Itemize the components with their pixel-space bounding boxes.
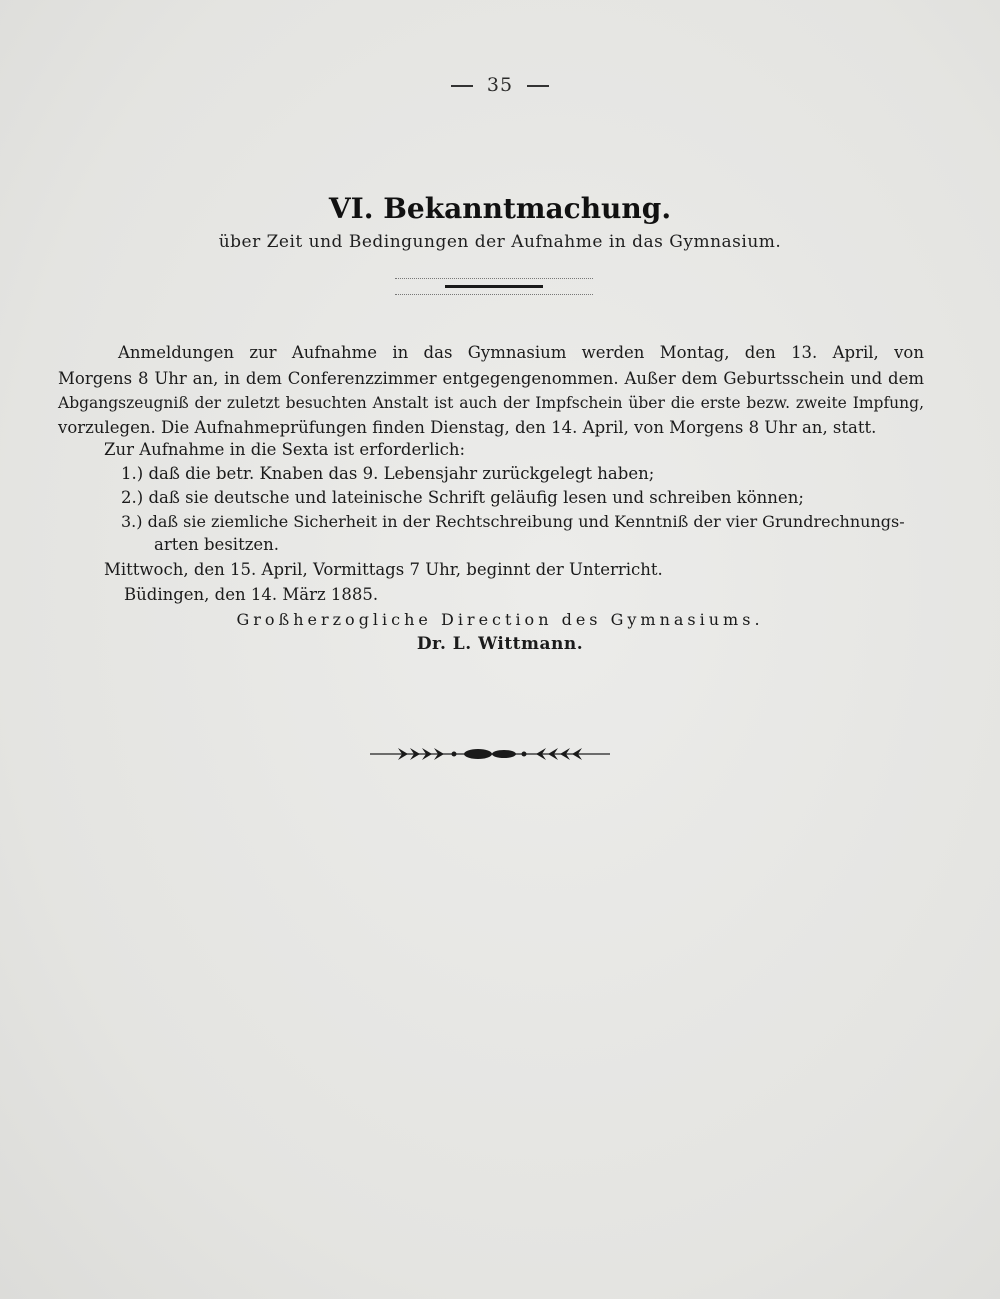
start-notice: Mittwoch, den 15. April, Vormittags 7 Uhr, beginnt der Unterricht. — [104, 560, 663, 579]
page-number — [0, 74, 1000, 96]
requirement-item-2 — [121, 488, 987, 507]
page-number-dash-left — [451, 85, 473, 87]
requirement-item-3-continuation: arten besitzen. — [154, 535, 280, 554]
paragraph-line-2: Morgens 8 Uhr an, in dem Conferenzzimmer entgegengenommen. Außer dem Geburtsschein und dem — [58, 369, 924, 388]
requirement-text: daß sie deutsche und lateinische Schrift geläufig lesen und schreiben können; — [148, 488, 804, 507]
section-subtitle: über Zeit und Bedingungen der Aufnahme in das Gymnasium. — [218, 232, 782, 252]
section-title: VI. Bekanntmachung. — [328, 192, 672, 225]
requirement-number: 3.) — [121, 512, 143, 531]
paragraph-line-1: Anmeldungen zur Aufnahme in das Gymnasium werden Montag, den 13. April, von — [118, 343, 924, 362]
requirement-text: daß die betr. Knaben das 9. Lebensjahr zurückgelegt haben; — [148, 464, 655, 483]
place-date: Büdingen, den 14. März 1885. — [124, 585, 379, 604]
requirement-number: 2.) — [121, 488, 144, 507]
rule-thick — [445, 285, 543, 288]
requirement-item-3 — [121, 512, 987, 531]
requirement-number: 1.) — [121, 464, 144, 483]
ornament-divider — [368, 740, 612, 768]
paragraph-line-3: Abgangszeugniß der zuletzt besuchten Anstalt ist auch der Impfschein über die erste bezw. zweite Impfung, — [58, 394, 924, 412]
rule-thin-bottom — [395, 294, 593, 295]
signature-name: Dr. L. Wittmann. — [416, 634, 584, 654]
requirement-text: daß sie ziemliche Sicherheit in der Rechtschreibung und Kenntniß der vier Grundrechnungs- — [147, 512, 905, 531]
requirements-intro: Zur Aufnahme in die Sexta ist erforderlich: — [104, 440, 466, 459]
decorative-rule — [395, 272, 593, 296]
requirement-item-1 — [121, 464, 987, 483]
rule-thin-top — [395, 278, 593, 279]
paragraph-line-4: vorzulegen. Die Aufnahmeprüfungen finden Dienstag, den 14. April, von Morgens 8 Uhr an, statt. — [58, 418, 877, 437]
page-number-value: 35 — [486, 74, 514, 96]
page-number-dash-right — [527, 85, 549, 87]
signature-authority: Großherzogliche Direction des Gymnasiums. — [236, 610, 764, 629]
